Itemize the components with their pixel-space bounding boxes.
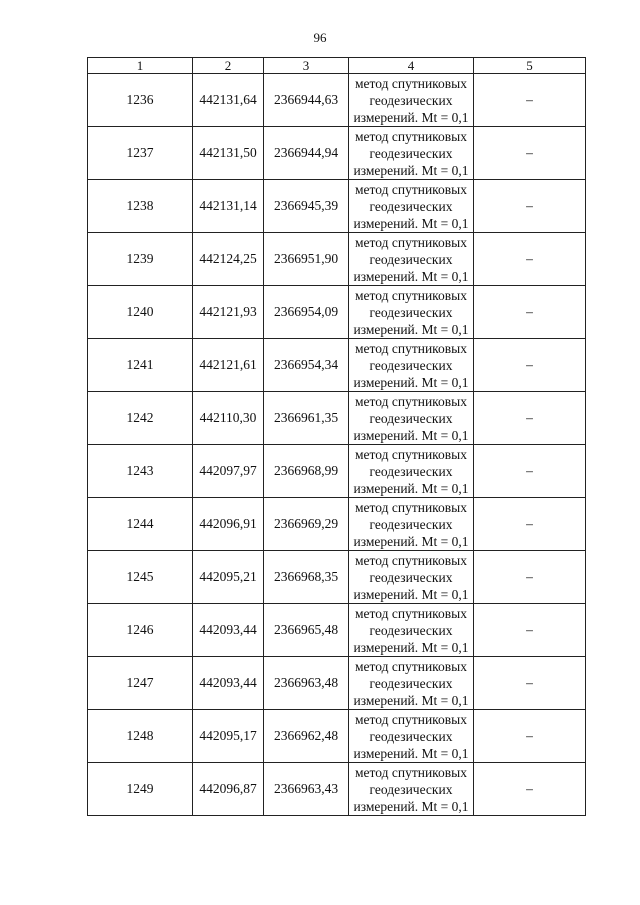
method-line: измерений. Mt = 0,1 bbox=[353, 374, 469, 390]
x-coordinate-cell: 442093,44 bbox=[193, 604, 264, 657]
method-cell bbox=[349, 233, 474, 286]
point-number-cell: 1237 bbox=[88, 127, 193, 180]
method-line: метод спутниковых bbox=[355, 552, 467, 568]
point-number-cell: 1246 bbox=[88, 604, 193, 657]
method-cell bbox=[349, 392, 474, 445]
method-cell bbox=[349, 604, 474, 657]
method-line: геодезических bbox=[369, 622, 453, 638]
y-coordinate-cell: 2366962,48 bbox=[264, 710, 349, 763]
note-cell: – bbox=[474, 710, 586, 763]
method-line: измерений. Mt = 0,1 bbox=[353, 692, 469, 708]
x-coordinate-cell: 442096,87 bbox=[193, 763, 264, 816]
method-line: геодезических bbox=[369, 145, 453, 161]
x-coordinate-cell: 442110,30 bbox=[193, 392, 264, 445]
note-cell: – bbox=[474, 127, 586, 180]
method-line: геодезических bbox=[369, 92, 453, 108]
x-coordinate-cell: 442095,17 bbox=[193, 710, 264, 763]
method-cell bbox=[349, 180, 474, 233]
method-cell bbox=[349, 498, 474, 551]
method-line: измерений. Mt = 0,1 bbox=[353, 215, 469, 231]
method-line: геодезических bbox=[369, 516, 453, 532]
method-line: измерений. Mt = 0,1 bbox=[353, 639, 469, 655]
method-cell bbox=[349, 286, 474, 339]
table-row bbox=[88, 233, 586, 286]
x-coordinate-cell: 442121,93 bbox=[193, 286, 264, 339]
method-line: метод спутниковых bbox=[355, 446, 467, 462]
y-coordinate-cell: 2366968,35 bbox=[264, 551, 349, 604]
y-coordinate-cell: 2366954,34 bbox=[264, 339, 349, 392]
x-coordinate-cell: 442093,44 bbox=[193, 657, 264, 710]
table-row bbox=[88, 339, 586, 392]
method-line: метод спутниковых bbox=[355, 711, 467, 727]
point-number-cell: 1243 bbox=[88, 445, 193, 498]
point-number-cell: 1245 bbox=[88, 551, 193, 604]
y-coordinate-cell: 2366965,48 bbox=[264, 604, 349, 657]
note-cell: – bbox=[474, 392, 586, 445]
method-line: геодезических bbox=[369, 251, 453, 267]
note-cell: – bbox=[474, 286, 586, 339]
table-body bbox=[88, 74, 586, 816]
method-line: метод спутниковых bbox=[355, 75, 467, 91]
method-line: измерений. Mt = 0,1 bbox=[353, 109, 469, 125]
method-line: геодезических bbox=[369, 410, 453, 426]
note-cell: – bbox=[474, 551, 586, 604]
method-cell bbox=[349, 657, 474, 710]
point-number-cell: 1244 bbox=[88, 498, 193, 551]
method-line: геодезических bbox=[369, 728, 453, 744]
method-line: метод спутниковых bbox=[355, 605, 467, 621]
y-coordinate-cell: 2366951,90 bbox=[264, 233, 349, 286]
x-coordinate-cell: 442121,61 bbox=[193, 339, 264, 392]
coordinates-table bbox=[87, 57, 586, 816]
method-cell bbox=[349, 763, 474, 816]
table-row bbox=[88, 763, 586, 816]
method-line: геодезических bbox=[369, 675, 453, 691]
method-line: измерений. Mt = 0,1 bbox=[353, 268, 469, 284]
method-line: метод спутниковых bbox=[355, 128, 467, 144]
table-row bbox=[88, 127, 586, 180]
method-line: измерений. Mt = 0,1 bbox=[353, 427, 469, 443]
point-number-cell: 1240 bbox=[88, 286, 193, 339]
x-coordinate-cell: 442131,14 bbox=[193, 180, 264, 233]
table-row bbox=[88, 657, 586, 710]
method-line: метод спутниковых bbox=[355, 393, 467, 409]
method-cell bbox=[349, 339, 474, 392]
method-line: измерений. Mt = 0,1 bbox=[353, 480, 469, 496]
note-cell: – bbox=[474, 180, 586, 233]
table-row bbox=[88, 710, 586, 763]
method-line: геодезических bbox=[369, 198, 453, 214]
point-number-cell: 1248 bbox=[88, 710, 193, 763]
method-line: метод спутниковых bbox=[355, 658, 467, 674]
method-line: геодезических bbox=[369, 781, 453, 797]
x-coordinate-cell: 442097,97 bbox=[193, 445, 264, 498]
x-coordinate-cell: 442096,91 bbox=[193, 498, 264, 551]
y-coordinate-cell: 2366944,63 bbox=[264, 74, 349, 127]
method-line: метод спутниковых bbox=[355, 340, 467, 356]
method-line: измерений. Mt = 0,1 bbox=[353, 162, 469, 178]
method-line: метод спутниковых bbox=[355, 764, 467, 780]
y-coordinate-cell: 2366969,29 bbox=[264, 498, 349, 551]
point-number-cell: 1247 bbox=[88, 657, 193, 710]
note-cell: – bbox=[474, 339, 586, 392]
y-coordinate-cell: 2366954,09 bbox=[264, 286, 349, 339]
note-cell: – bbox=[474, 604, 586, 657]
y-coordinate-cell: 2366961,35 bbox=[264, 392, 349, 445]
point-number-cell: 1239 bbox=[88, 233, 193, 286]
x-coordinate-cell: 442124,25 bbox=[193, 233, 264, 286]
page-number: 96 bbox=[313, 30, 327, 45]
method-line: измерений. Mt = 0,1 bbox=[353, 798, 469, 814]
method-line: геодезических bbox=[369, 463, 453, 479]
method-line: метод спутниковых bbox=[355, 234, 467, 250]
column-header-5: 5 bbox=[474, 58, 586, 74]
y-coordinate-cell: 2366944,94 bbox=[264, 127, 349, 180]
table-row bbox=[88, 604, 586, 657]
table-row bbox=[88, 74, 586, 127]
method-line: геодезических bbox=[369, 304, 453, 320]
column-header-1: 1 bbox=[88, 58, 193, 74]
method-cell bbox=[349, 551, 474, 604]
method-line: измерений. Mt = 0,1 bbox=[353, 321, 469, 337]
x-coordinate-cell: 442131,50 bbox=[193, 127, 264, 180]
x-coordinate-cell: 442131,64 bbox=[193, 74, 264, 127]
note-cell: – bbox=[474, 445, 586, 498]
table-row bbox=[88, 551, 586, 604]
table-row bbox=[88, 286, 586, 339]
method-cell bbox=[349, 445, 474, 498]
point-number-cell: 1242 bbox=[88, 392, 193, 445]
method-cell bbox=[349, 710, 474, 763]
y-coordinate-cell: 2366945,39 bbox=[264, 180, 349, 233]
point-number-cell: 1241 bbox=[88, 339, 193, 392]
method-line: измерений. Mt = 0,1 bbox=[353, 586, 469, 602]
y-coordinate-cell: 2366968,99 bbox=[264, 445, 349, 498]
header-row bbox=[88, 58, 586, 74]
method-cell bbox=[349, 127, 474, 180]
table-row bbox=[88, 498, 586, 551]
table-row bbox=[88, 445, 586, 498]
note-cell: – bbox=[474, 657, 586, 710]
method-line: измерений. Mt = 0,1 bbox=[353, 745, 469, 761]
column-header-2: 2 bbox=[193, 58, 264, 74]
note-cell: – bbox=[474, 233, 586, 286]
column-header-3: 3 bbox=[264, 58, 349, 74]
table-row bbox=[88, 392, 586, 445]
table-row bbox=[88, 180, 586, 233]
method-cell bbox=[349, 74, 474, 127]
method-line: измерений. Mt = 0,1 bbox=[353, 533, 469, 549]
method-line: геодезических bbox=[369, 357, 453, 373]
note-cell: – bbox=[474, 763, 586, 816]
method-line: метод спутниковых bbox=[355, 181, 467, 197]
note-cell: – bbox=[474, 498, 586, 551]
y-coordinate-cell: 2366963,48 bbox=[264, 657, 349, 710]
note-cell: – bbox=[474, 74, 586, 127]
column-header-4: 4 bbox=[349, 58, 474, 74]
point-number-cell: 1249 bbox=[88, 763, 193, 816]
y-coordinate-cell: 2366963,43 bbox=[264, 763, 349, 816]
x-coordinate-cell: 442095,21 bbox=[193, 551, 264, 604]
method-line: метод спутниковых bbox=[355, 287, 467, 303]
method-line: геодезических bbox=[369, 569, 453, 585]
method-line: метод спутниковых bbox=[355, 499, 467, 515]
point-number-cell: 1238 bbox=[88, 180, 193, 233]
point-number-cell: 1236 bbox=[88, 74, 193, 127]
